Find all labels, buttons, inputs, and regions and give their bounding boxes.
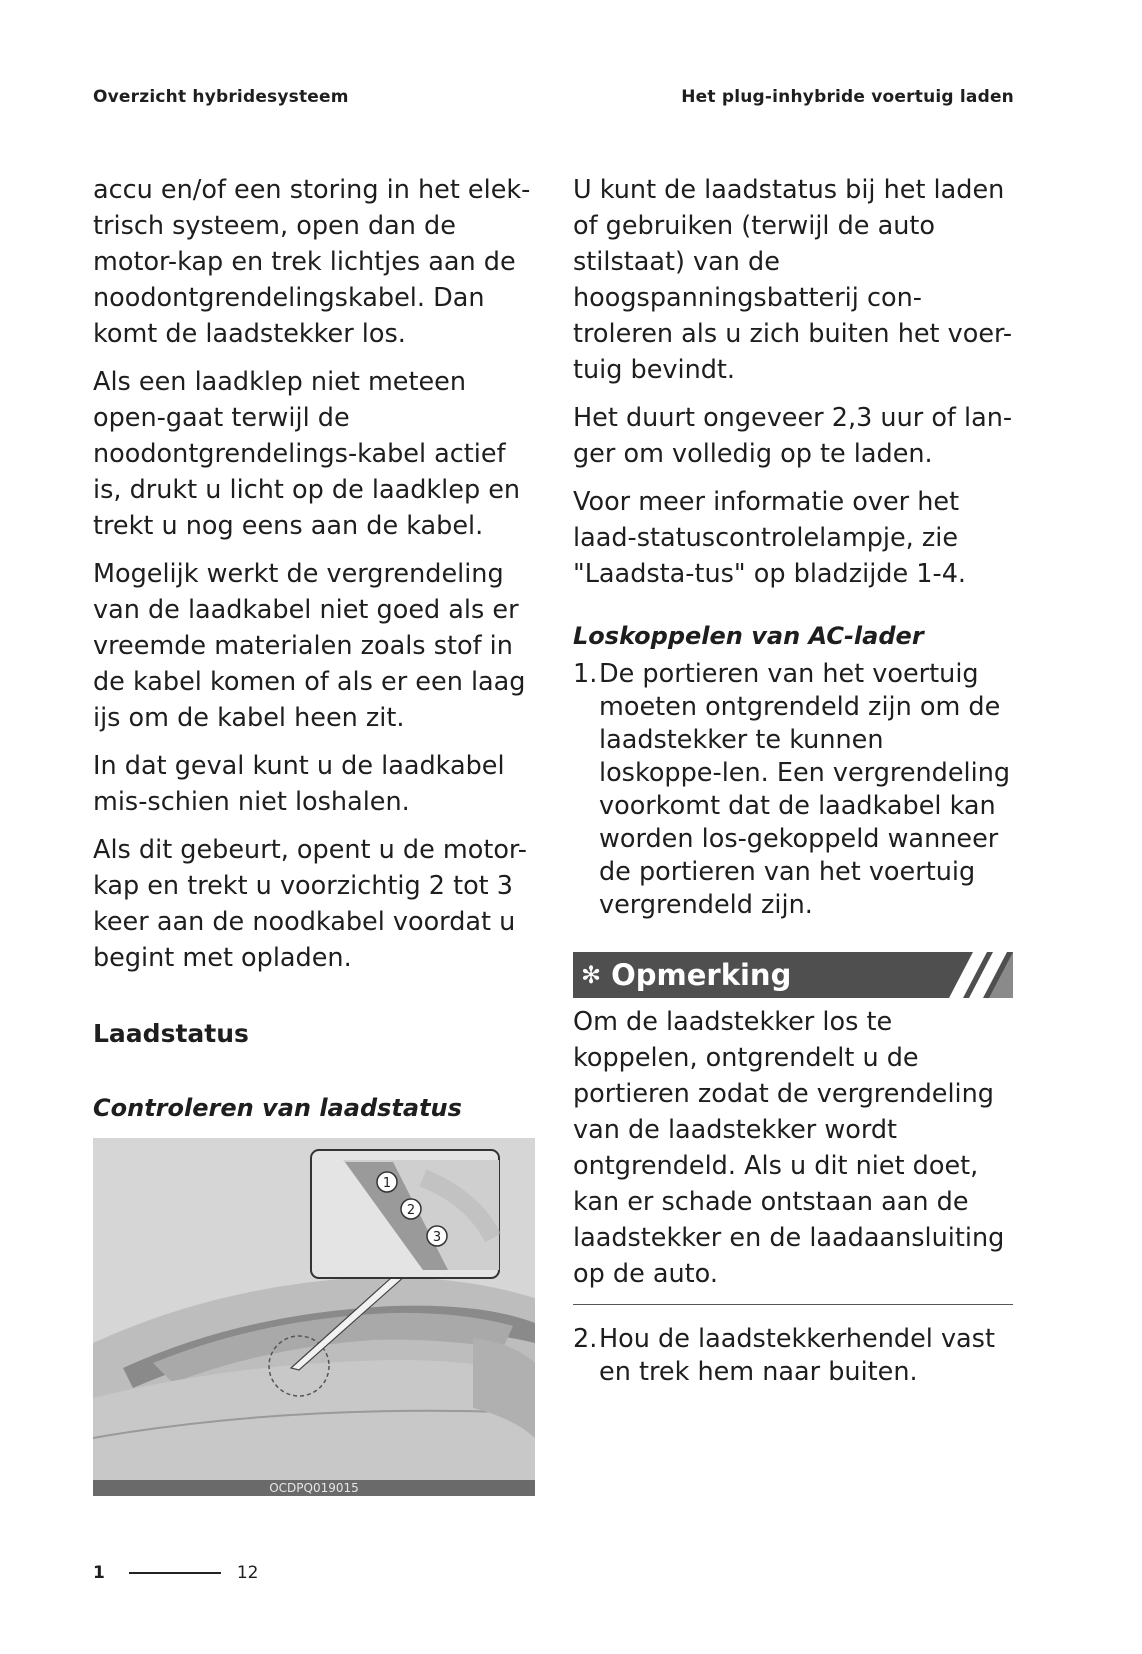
charging-indicator-figure — [93, 1138, 535, 1496]
note-body — [573, 1004, 1013, 1305]
note-banner — [573, 952, 1013, 998]
note-title: Opmerking — [611, 958, 792, 992]
list-item — [573, 658, 1013, 922]
paragraph: U kunt de laadstatus bij het laden of gebruiken (terwijl de auto stilstaat) van de hoogspanningsbatterij con-troleren als u zich buiten het voer-tuig bevindt. — [573, 175, 1013, 385]
step-text: De portieren van het voertuig moeten ontgrendeld zijn om de laadstekker te kunnen loskoppe-len. Een vergrendeling voorkomt dat de laadkabel kan worden los-gekoppeld wanneer de portieren van het voertuig vergrendeld zijn. — [599, 659, 1011, 920]
figure-code: OCDPQ019015 — [93, 1480, 535, 1496]
right-column — [573, 172, 1013, 1401]
callout-1-label: 1 — [382, 1176, 392, 1191]
left-column — [93, 172, 538, 1496]
running-header-left: Overzicht hybridesysteem — [93, 87, 349, 107]
paragraph: Voor meer informatie over het laad-statuscontrolelampje, zie "Laadsta-tus" op bladzijde 1-4. — [573, 487, 967, 589]
subheading: Loskoppelen van AC-lader — [573, 622, 924, 650]
paragraph: Als dit gebeurt, opent u de motor-kap en trekt u voorzichtig 2 tot 3 keer aan de noodkabel voordat u begint met opladen. — [93, 835, 527, 973]
car-windshield-illustration — [93, 1138, 535, 1496]
asterisk-icon: ✻ — [581, 961, 602, 989]
paragraph: Als een laadklep niet meteen open-gaat terwijl de noodontgrendelings-kabel actief is, drukt u licht op de laadklep en trekt u nog eens aan de kabel. — [93, 367, 521, 541]
callout-3-label: 3 — [432, 1230, 442, 1245]
paragraph: accu en/of een storing in het elek-trisch systeem, open dan de motor-kap en trek lichtjes aan de noodontgrendelingskabel. Dan komt de laadstekker los. — [93, 175, 531, 349]
paragraph: In dat geval kunt u de laadkabel mis-schien niet loshalen. — [93, 751, 505, 817]
chapter-number: 1 — [93, 1563, 105, 1583]
step-number: 2. — [573, 1324, 598, 1354]
page-footer — [93, 1563, 258, 1583]
list-item — [573, 1323, 1013, 1389]
step-number: 1. — [573, 659, 598, 689]
note-text: Om de laadstekker los te koppelen, ontgrendelt u de portieren zodat de vergrendeling van de laadstekker wordt ontgrendeld. Als u dit niet doet, kan er schade ontstaan aan de laadstekker en de laadaansluiting op de auto. — [573, 1007, 1005, 1289]
paragraph: Het duurt ongeveer 2,3 uur of lan-ger om volledig op te laden. — [573, 403, 1013, 469]
paragraph: Mogelijk werkt de vergrendeling van de laadkabel niet goed als er vreemde materialen zoals stof in de kabel komen of als er een laag ijs om de kabel heen zit. — [93, 559, 526, 733]
step-text: Hou de laadstekkerhendel vast en trek hem naar buiten. — [599, 1324, 995, 1387]
page-number: 12 — [236, 1563, 259, 1583]
footer-divider — [129, 1572, 221, 1574]
section-heading: Laadstatus — [93, 1019, 249, 1048]
callout-2-label: 2 — [406, 1203, 416, 1218]
subheading: Controleren van laadstatus — [93, 1094, 462, 1122]
running-header-right: Het plug-inhybride voertuig laden — [681, 87, 1014, 107]
stripes-decoration-icon — [933, 952, 1013, 998]
